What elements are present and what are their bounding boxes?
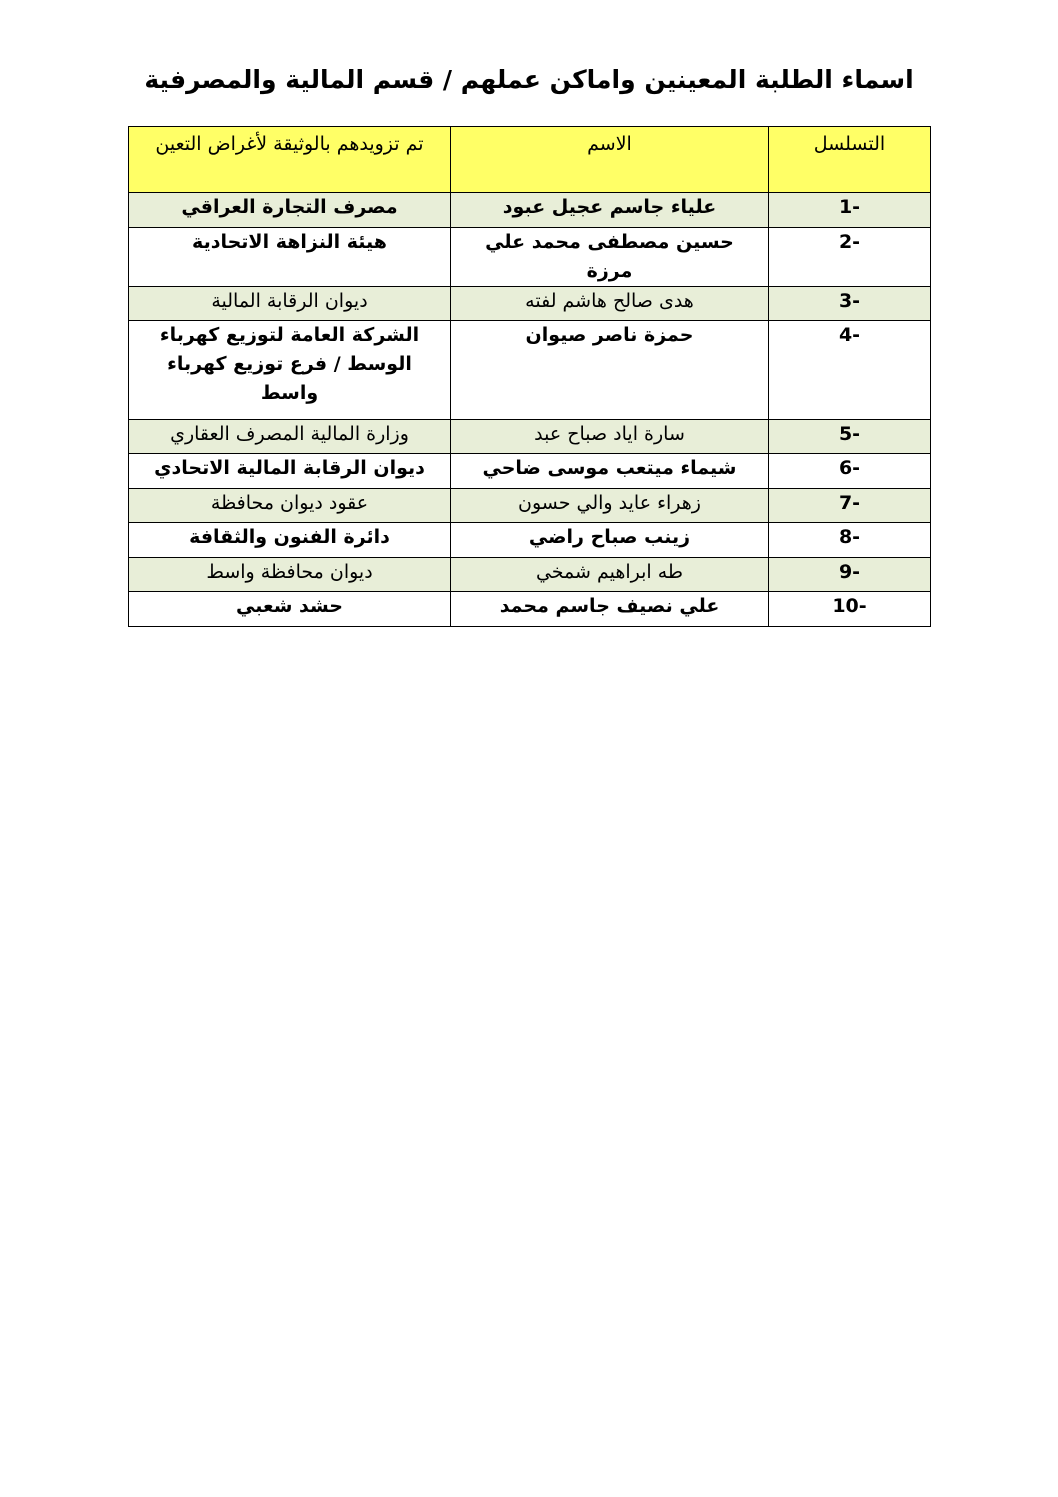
header-sequence: التسلسل	[769, 127, 931, 193]
row-sequence: 2-	[769, 228, 931, 287]
table-row	[129, 193, 931, 228]
row-name: هدى صالح هاشم لفته	[451, 287, 769, 321]
table-row	[129, 321, 931, 420]
row-name: زهراء عايد والي حسون	[451, 489, 769, 523]
table-row	[129, 558, 931, 592]
table-header-row	[129, 127, 931, 193]
row-placement: عقود ديوان محافظة	[129, 489, 451, 523]
row-name: حسين مصطفى محمد علي مرزة	[451, 228, 769, 287]
students-table	[128, 126, 931, 627]
header-name: الاسم	[451, 127, 769, 193]
row-placement: مصرف التجارة العراقي	[129, 193, 451, 228]
table-row	[129, 454, 931, 489]
row-sequence: 9-	[769, 558, 931, 592]
table-row	[129, 420, 931, 454]
row-name: شيماء ميتعب موسى ضاحي	[451, 454, 769, 489]
page-title: اسماء الطلبة المعينين واماكن عملهم / قسم المالية والمصرفية	[144, 65, 914, 94]
row-name: حمزة ناصر صيوان	[451, 321, 769, 420]
row-sequence: 3-	[769, 287, 931, 321]
header-placement: تم تزويدهم بالوثيقة لأغراض التعين	[129, 127, 451, 193]
row-sequence: 7-	[769, 489, 931, 523]
row-name: علي نصيف جاسم محمد	[451, 592, 769, 627]
row-placement: دائرة الفنون والثقافة	[129, 523, 451, 558]
row-placement: حشد شعبي	[129, 592, 451, 627]
row-placement: ديوان الرقابة المالية	[129, 287, 451, 321]
row-name: زينب صباح راضي	[451, 523, 769, 558]
row-placement: وزارة المالية المصرف العقاري	[129, 420, 451, 454]
row-placement: الشركة العامة لتوزيع كهرباء الوسط / فرع توزيع كهرباء واسط	[129, 321, 451, 420]
row-placement: هيئة النزاهة الاتحادية	[129, 228, 451, 287]
row-sequence: 5-	[769, 420, 931, 454]
table-row	[129, 287, 931, 321]
row-name: طه ابراهيم شمخي	[451, 558, 769, 592]
row-placement: ديوان الرقابة المالية الاتحادي	[129, 454, 451, 489]
row-name: سارة اياد صباح عبد	[451, 420, 769, 454]
row-placement: ديوان محافظة واسط	[129, 558, 451, 592]
row-sequence: 6-	[769, 454, 931, 489]
row-name: علياء جاسم عجيل عبود	[451, 193, 769, 228]
table-row	[129, 592, 931, 627]
table-row	[129, 228, 931, 287]
table-row	[129, 489, 931, 523]
row-sequence: 10-	[769, 592, 931, 627]
table-row	[129, 523, 931, 558]
row-sequence: 1-	[769, 193, 931, 228]
row-sequence: 4-	[769, 321, 931, 420]
row-sequence: 8-	[769, 523, 931, 558]
